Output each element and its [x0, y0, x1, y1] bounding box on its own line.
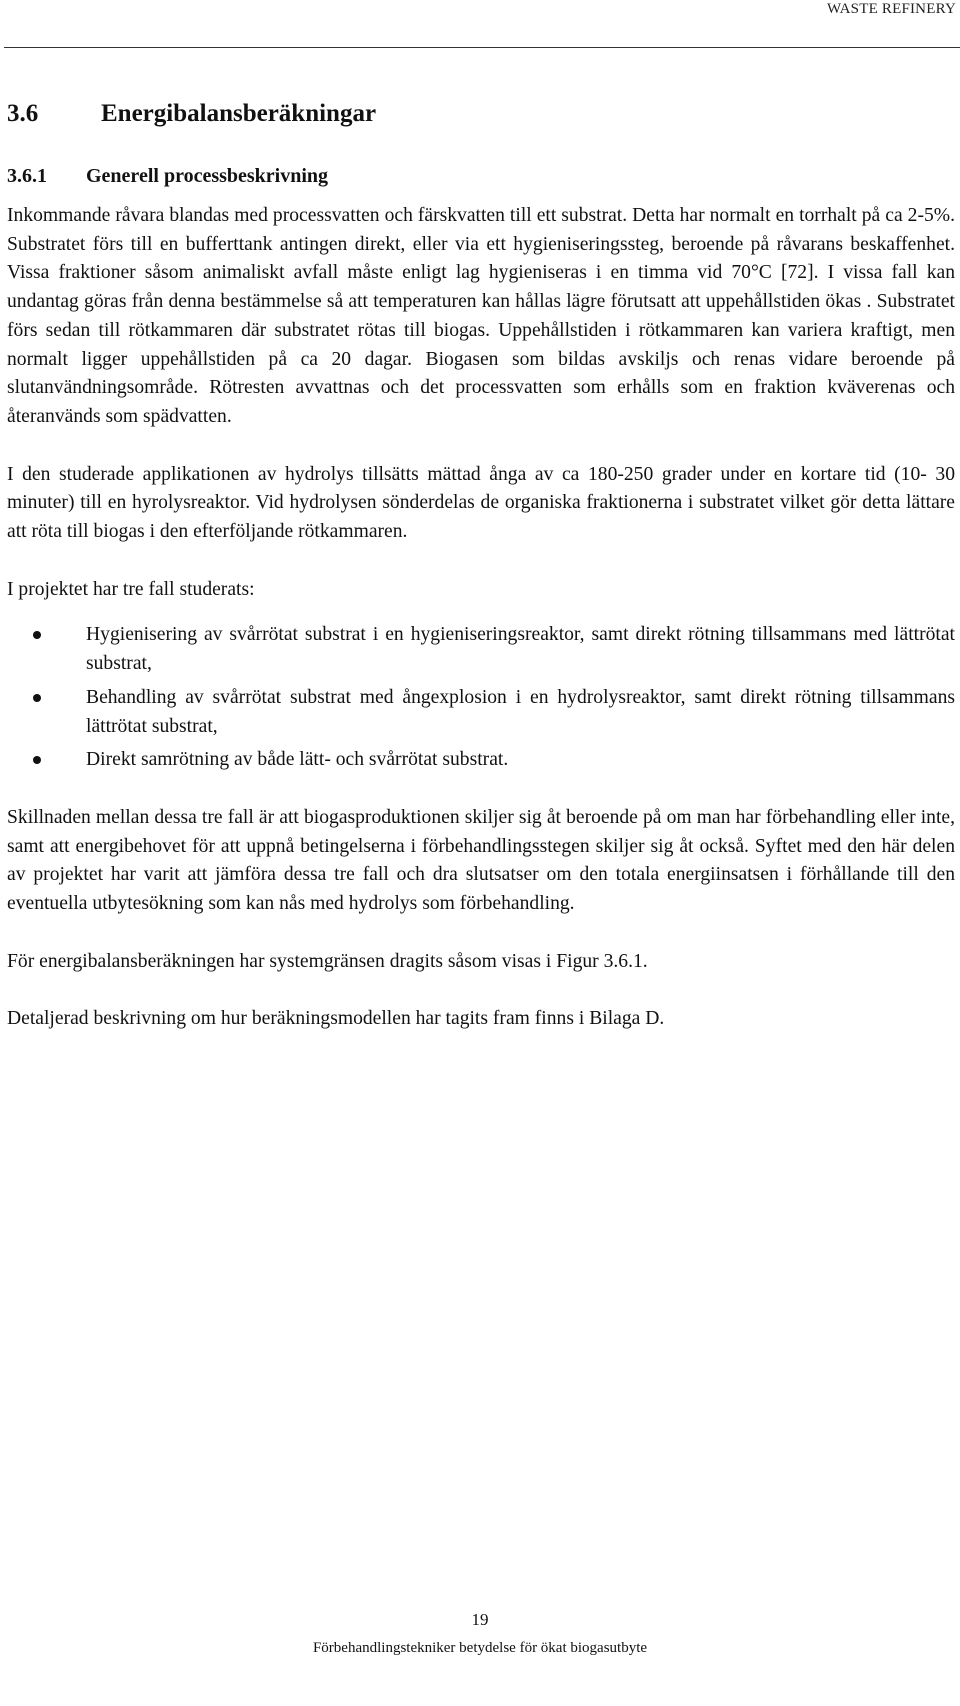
- paragraph-process-description: Inkommande råvara blandas med processvatten och färskvatten till ett substrat. Detta har normalt en torrhalt på ca 2-5%. Substratet förs till en bufferttank antingen direkt, eller via ett hygieniseringssteg, beroende på råvarans beskaffenhet. Vissa fraktioner såsom animaliskt avfall måste enligt lag hygieniseras i en timma vid 70°C [72]. I vissa fall kan undantag göras från denna bestämmelse så att temperaturen kan hållas lägre förutsatt att uppehållstiden ökas . Substratet förs sedan till rötkammaren där substratet rötas till biogas. Uppehållstiden i rötkammaren kan variera kraftigt, men normalt ligger uppehållstiden på ca 20 dagar. Biogasen som bildas avskiljs och renas vidare beroende på slutanvändningsområde. Rötresten avvattnas och det processvatten som erhålls som en fraktion kväverenas och återanvänds som spädvatten.: [7, 205, 955, 427]
- bullet-icon: [33, 694, 41, 702]
- document-body: [7, 90, 955, 1034]
- list-item: [7, 746, 955, 775]
- section-heading: [7, 90, 955, 138]
- subsection-heading: [7, 161, 955, 191]
- section-title: Energibalansberäkningar: [101, 100, 377, 127]
- case-text: Hygienisering av svårrötat substrat i en hygieniseringsreaktor, samt direkt rötning tillsammans med lättrötat substrat,: [86, 624, 955, 675]
- paragraph-appendix-reference: Detaljerad beskrivning om hur beräkningsmodellen har tagits fram finns i Bilaga D.: [7, 1008, 665, 1030]
- page-header: [0, 0, 960, 48]
- paragraph-hydrolysis: I den studerade applikationen av hydrolys tillsätts mättad ånga av ca 180-250 grader under en kortare tid (10- 30 minuter) till en hyrolysreaktor. Vid hydrolysen sönderdelas de organiska fraktionerna i substratet vilket gör detta lättare att röta till biogas i den efterföljande rötkammaren.: [7, 463, 955, 543]
- page-footer: [0, 1608, 960, 1659]
- paragraph-system-boundary: För energibalansberäkningen har systemgränsen dragits såsom visas i Figur 3.6.1.: [7, 950, 648, 972]
- page-number: 19: [471, 1610, 489, 1629]
- subsection-number: 3.6.1: [7, 165, 47, 187]
- bullet-icon: [33, 631, 41, 639]
- case-text: Behandling av svårrötat substrat med ångexplosion i en hydrolysreaktor, samt direkt rötning tillsammans lättrötat substrat,: [86, 686, 955, 737]
- subsection-title: Generell processbeskrivning: [86, 165, 329, 187]
- bullet-icon: [33, 756, 41, 764]
- case-text: Direkt samrötning av både lätt- och svårrötat substrat.: [86, 749, 509, 771]
- running-title: WASTE REFINERY: [826, 1, 956, 17]
- section-number: 3.6: [7, 100, 39, 127]
- document-title: Förbehandlingstekniker betydelse för ökat biogasutbyte: [312, 1640, 648, 1656]
- cases-list: [7, 621, 955, 775]
- header-divider: [4, 47, 960, 48]
- paragraph-comparison: Skillnaden mellan dessa tre fall är att biogasproduktionen skiljer sig åt beroende på om man har förbehandling eller inte, samt att energibehovet för att uppnå betingelserna i förbehandlingsstegen skiljer sig åt också. Syftet med den här delen av projektet har varit att jämföra dessa tre fall och dra slutsatser om den totala energiinsatsen i förhållande till den eventuella utbytesökning som kan nås med hydrolys som förbehandling.: [7, 806, 955, 915]
- paragraph-cases-intro: I projektet har tre fall studerats:: [7, 578, 255, 600]
- list-item: [7, 684, 955, 741]
- list-item: [7, 621, 955, 678]
